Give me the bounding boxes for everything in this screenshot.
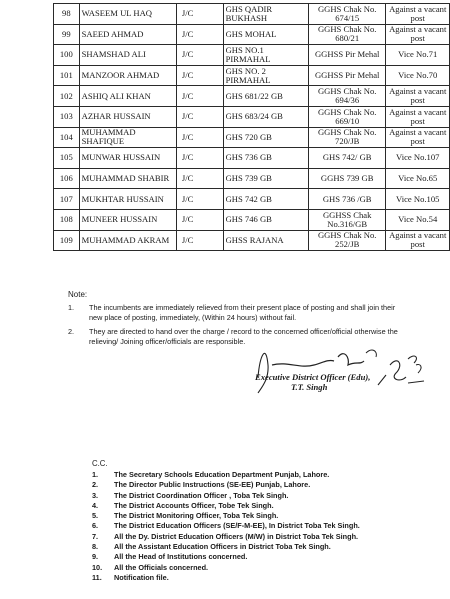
cc-number: 8. bbox=[92, 542, 99, 552]
note-text: The incumbents are immediately relieved from their present place of posting and shall join their new place of posting, immediately, (Within 24 hours) without fail. bbox=[89, 303, 396, 322]
serial-cell: 108 bbox=[54, 209, 80, 230]
cc-number: 5. bbox=[92, 511, 99, 521]
cc-text: The District Monitoring Officer, Toba Tek Singh. bbox=[114, 511, 279, 521]
remarks-cell: Against a vacant post bbox=[386, 106, 450, 127]
from-school-cell: GHS 720 GB bbox=[223, 127, 308, 148]
note-number: 2. bbox=[68, 327, 75, 336]
to-school-cell: GGHS Chak No. 674/15 bbox=[308, 4, 385, 25]
to-school-cell: GGHSS Pir Mehal bbox=[308, 45, 385, 66]
name-cell: MUKHTAR HUSSAIN bbox=[79, 189, 176, 210]
cc-text: The Secretary Schools Education Department Punjab, Lahore. bbox=[114, 470, 330, 479]
signature-block bbox=[255, 372, 370, 392]
designation-cell: J/C bbox=[176, 189, 223, 210]
table-row bbox=[54, 148, 450, 169]
table-row bbox=[54, 230, 450, 251]
table-row bbox=[54, 4, 450, 25]
to-school-cell: GGHS Chak No. 669/10 bbox=[308, 106, 385, 127]
to-school-cell: GGHS Chak No. 680/21 bbox=[308, 24, 385, 45]
remarks-cell: Vice No.71 bbox=[386, 45, 450, 66]
designation-cell: J/C bbox=[176, 24, 223, 45]
designation-cell: J/C bbox=[176, 86, 223, 107]
from-school-cell: GHSS RAJANA bbox=[223, 230, 308, 251]
to-school-cell: GHS 736 /GB bbox=[308, 189, 385, 210]
cc-number: 6. bbox=[92, 521, 99, 531]
cc-text: All the Assistant Education Officers in District Toba Tek Singh. bbox=[114, 542, 331, 552]
to-school-cell: GGHS Chak No. 694/36 bbox=[308, 86, 385, 107]
signature-title: Executive District Officer (Edu), bbox=[255, 372, 371, 382]
table-row bbox=[54, 168, 450, 189]
serial-cell: 105 bbox=[54, 148, 80, 169]
note-item bbox=[68, 303, 398, 325]
from-school-cell: GHS 746 GB bbox=[223, 209, 308, 230]
serial-cell: 99 bbox=[54, 24, 80, 45]
cc-text: The Director Public Instructions (SE-EE) Punjab, Lahore. bbox=[114, 480, 311, 490]
designation-cell: J/C bbox=[176, 45, 223, 66]
serial-cell: 103 bbox=[54, 106, 80, 127]
table-row bbox=[54, 45, 450, 66]
remarks-cell: Vice No.105 bbox=[386, 189, 450, 210]
to-school-cell: GGHS Chak No. 252/JB bbox=[308, 230, 385, 251]
cc-number: 2. bbox=[92, 480, 99, 490]
cc-number: 7. bbox=[92, 531, 99, 541]
designation-cell: J/C bbox=[176, 4, 223, 25]
transfer-table-body bbox=[54, 4, 450, 251]
designation-cell: J/C bbox=[176, 168, 223, 189]
from-school-cell: GHS MOHAL bbox=[223, 24, 308, 45]
name-cell: MUHAMMAD AKRAM bbox=[79, 230, 176, 251]
cc-number: 4. bbox=[92, 500, 99, 510]
to-school-cell: GGHS Chak No. 720/JB bbox=[308, 127, 385, 148]
designation-cell: J/C bbox=[176, 209, 223, 230]
name-cell: MUNWAR HUSSAIN bbox=[79, 148, 176, 169]
name-cell: SAEED AHMAD bbox=[79, 24, 176, 45]
from-school-cell: GHS 736 GB bbox=[223, 148, 308, 169]
cc-text: The District Accounts Officer, Tobe Tek Singh. bbox=[114, 500, 274, 510]
table-row bbox=[54, 65, 450, 86]
table-row bbox=[54, 209, 450, 230]
name-cell: AZHAR HUSSAIN bbox=[79, 106, 176, 127]
to-school-cell: GHS 742/ GB bbox=[308, 148, 385, 169]
cc-text: The District Education Officers (SE/F-M-EE), In District Toba Tek Singh. bbox=[114, 521, 360, 531]
serial-cell: 106 bbox=[54, 168, 80, 189]
remarks-cell: Against a vacant post bbox=[386, 4, 450, 25]
note-heading: Note: bbox=[68, 290, 88, 299]
serial-cell: 109 bbox=[54, 230, 80, 251]
cc-text: All the Officials concerned. bbox=[114, 562, 209, 572]
cc-number: 11. bbox=[92, 572, 102, 582]
cc-number: 10. bbox=[92, 562, 103, 572]
serial-cell: 102 bbox=[54, 86, 80, 107]
remarks-cell: Vice No.54 bbox=[386, 209, 450, 230]
name-cell: SHAMSHAD ALI bbox=[79, 45, 176, 66]
designation-cell: J/C bbox=[176, 65, 223, 86]
table-row bbox=[54, 127, 450, 148]
remarks-cell: Against a vacant post bbox=[386, 24, 450, 45]
cc-number: 9. bbox=[92, 552, 99, 562]
from-school-cell: GHS 739 GB bbox=[223, 168, 308, 189]
signature-place: T.T. Singh bbox=[291, 382, 328, 392]
remarks-cell: Vice No.107 bbox=[386, 148, 450, 169]
serial-cell: 101 bbox=[54, 65, 80, 86]
serial-cell: 98 bbox=[54, 4, 80, 25]
designation-cell: J/C bbox=[176, 230, 223, 251]
note-number: 1. bbox=[68, 303, 75, 312]
cc-text: All the Head of Institutions concerned. bbox=[114, 552, 248, 562]
table-row bbox=[54, 189, 450, 210]
designation-cell: J/C bbox=[176, 148, 223, 169]
cc-heading: C.C. bbox=[92, 459, 108, 468]
remarks-cell: Against a vacant post bbox=[386, 86, 450, 107]
cc-text: All the Dy. District Education Officers (M/W) in District Toba Tek Singh. bbox=[114, 531, 359, 541]
remarks-cell: Against a vacant post bbox=[386, 127, 450, 148]
serial-cell: 100 bbox=[54, 45, 80, 66]
name-cell: WASEEM UL HAQ bbox=[79, 4, 176, 25]
name-cell: ASHIQ ALI KHAN bbox=[79, 86, 176, 107]
designation-cell: J/C bbox=[176, 127, 223, 148]
to-school-cell: GGHS 739 GB bbox=[308, 168, 385, 189]
cc-text: The District Coordination Officer , Toba Tek Singh. bbox=[114, 490, 289, 500]
name-cell: MUNEER HUSSAIN bbox=[79, 209, 176, 230]
remarks-cell: Vice No.70 bbox=[386, 65, 450, 86]
note-text: They are directed to hand over the charge / record to the concerned officer/official otherwise the relieving/ Joining officer/officials are responsible. bbox=[89, 327, 398, 346]
name-cell: MANZOOR AHMAD bbox=[79, 65, 176, 86]
transfer-table bbox=[53, 3, 450, 251]
from-school-cell: GHS 742 GB bbox=[223, 189, 308, 210]
table-row bbox=[54, 24, 450, 45]
from-school-cell: GHS 683/24 GB bbox=[223, 106, 308, 127]
serial-cell: 104 bbox=[54, 127, 80, 148]
cc-text: Notification file. bbox=[114, 572, 169, 582]
name-cell: MUHAMMAD SHAFIQUE bbox=[79, 127, 176, 148]
serial-cell: 107 bbox=[54, 189, 80, 210]
remarks-cell: Against a vacant post bbox=[386, 230, 450, 251]
name-cell: MUHAMMAD SHABIR bbox=[79, 168, 176, 189]
from-school-cell: GHS NO.1 PIRMAHAL bbox=[223, 45, 308, 66]
remarks-cell: Vice No.65 bbox=[386, 168, 450, 189]
cc-number: 3. bbox=[92, 490, 99, 500]
table-row bbox=[54, 86, 450, 107]
table-row bbox=[54, 106, 450, 127]
designation-cell: J/C bbox=[176, 106, 223, 127]
from-school-cell: GHS QADIR BUKHASH bbox=[223, 4, 308, 25]
from-school-cell: GHS 681/22 GB bbox=[223, 86, 308, 107]
cc-number: 1. bbox=[92, 470, 99, 479]
to-school-cell: GGHSS Pir Mehal bbox=[308, 65, 385, 86]
to-school-cell: GGHSS Chak No.316/GB bbox=[308, 209, 385, 230]
from-school-cell: GHS NO. 2 PIRMAHAL bbox=[223, 65, 308, 86]
